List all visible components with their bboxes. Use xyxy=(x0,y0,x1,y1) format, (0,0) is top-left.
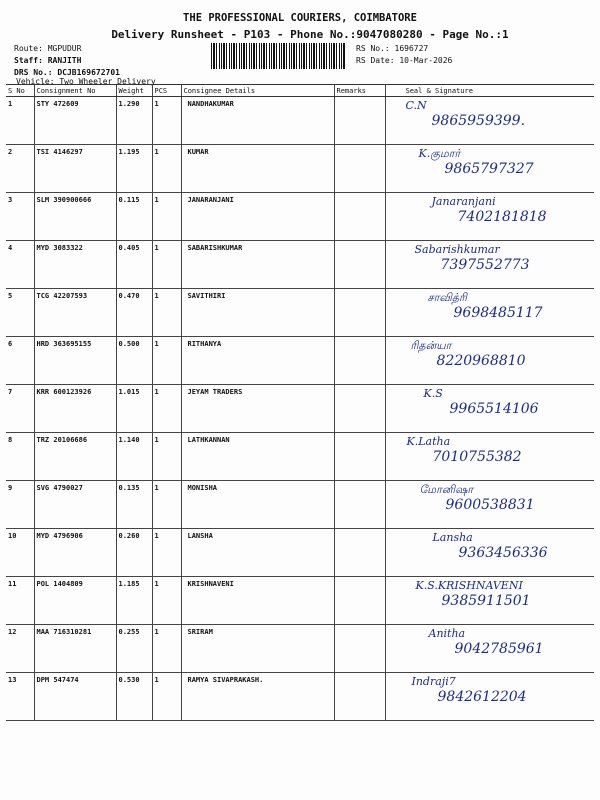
rs-number: RS No.: 1696727 xyxy=(356,44,429,53)
consignment-number: MYD 4796906 xyxy=(34,529,116,577)
weight: 1.195 xyxy=(116,145,152,193)
column-header: Consignee Details xyxy=(181,85,334,97)
consignee-name: SAVITHIRI xyxy=(181,289,334,337)
signature-name: மோனிஷா xyxy=(419,483,474,496)
weight: 0.500 xyxy=(116,337,152,385)
serial-number: 4 xyxy=(6,241,34,289)
remarks xyxy=(334,433,385,481)
remarks xyxy=(334,193,385,241)
seal-signature-cell xyxy=(385,481,594,529)
table-row xyxy=(6,385,594,433)
column-header: S No xyxy=(6,85,34,97)
consignee-name: NANDHAKUMAR xyxy=(181,97,334,145)
consignee-name: KRISHNAVENI xyxy=(181,577,334,625)
seal-signature-cell xyxy=(385,433,594,481)
pieces: 1 xyxy=(152,481,181,529)
serial-number: 8 xyxy=(6,433,34,481)
table-row xyxy=(6,337,594,385)
signature-name: Anitha xyxy=(428,627,466,640)
pieces: 1 xyxy=(152,193,181,241)
consignee-name: LANSHA xyxy=(181,529,334,577)
table-header xyxy=(6,85,594,97)
serial-number: 10 xyxy=(6,529,34,577)
remarks xyxy=(334,241,385,289)
weight: 0.260 xyxy=(116,529,152,577)
table-row xyxy=(6,193,594,241)
signature-name: C.N xyxy=(405,99,427,112)
weight: 0.470 xyxy=(116,289,152,337)
consignee-name: KUMAR xyxy=(181,145,334,193)
drs-number: DRS No.: DCJB169672701 xyxy=(14,68,120,77)
remarks xyxy=(334,625,385,673)
consignee-name: JEYAM TRADERS xyxy=(181,385,334,433)
serial-number: 9 xyxy=(6,481,34,529)
consignment-number: POL 1404809 xyxy=(34,577,116,625)
pieces: 1 xyxy=(152,673,181,721)
seal-signature-cell xyxy=(385,337,594,385)
signature-phone: 7397552773 xyxy=(440,257,530,273)
serial-number: 13 xyxy=(6,673,34,721)
pieces: 1 xyxy=(152,433,181,481)
consignment-number: MAA 716310281 xyxy=(34,625,116,673)
remarks xyxy=(334,145,385,193)
remarks xyxy=(334,97,385,145)
consignment-number: KRR 600123926 xyxy=(34,385,116,433)
pieces: 1 xyxy=(152,625,181,673)
table-row xyxy=(6,433,594,481)
consignee-name: JANARANJANI xyxy=(181,193,334,241)
pieces: 1 xyxy=(152,241,181,289)
rs-date: RS Date: 10-Mar-2026 xyxy=(356,56,453,65)
seal-signature-cell xyxy=(385,529,594,577)
signature-phone: 9842612204 xyxy=(437,689,527,705)
consignee-name: RAMYA SIVAPRAKASH. xyxy=(181,673,334,721)
weight: 0.530 xyxy=(116,673,152,721)
table-row xyxy=(6,241,594,289)
route: Route: MGPUDUR xyxy=(14,44,82,53)
remarks xyxy=(334,337,385,385)
signature-phone: 9965514106 xyxy=(449,401,539,417)
consignment-number: DPM 547474 xyxy=(34,673,116,721)
weight: 0.255 xyxy=(116,625,152,673)
table-row xyxy=(6,97,594,145)
signature-phone: 7010755382 xyxy=(432,449,522,465)
consignment-number: HRD 363695155 xyxy=(34,337,116,385)
consignment-number: TCG 42207593 xyxy=(34,289,116,337)
seal-signature-cell xyxy=(385,385,594,433)
runsheet-subtitle: Delivery Runsheet - P103 - Phone No.:9047080280 - Page No.:1 xyxy=(111,28,509,41)
runsheet-table xyxy=(6,84,594,721)
barcode xyxy=(211,43,346,69)
serial-number: 6 xyxy=(6,337,34,385)
signature-name: K.S xyxy=(423,387,443,400)
signature-name: K.Latha xyxy=(406,435,451,448)
pieces: 1 xyxy=(152,145,181,193)
table-row xyxy=(6,529,594,577)
remarks xyxy=(334,577,385,625)
column-header: Seal & Signature xyxy=(385,85,594,97)
consignee-name: LATHKANNAN xyxy=(181,433,334,481)
signature-phone: 9865797327 xyxy=(444,161,534,177)
signature-name: ரிதன்யா xyxy=(410,339,452,352)
signature-phone: 9698485117 xyxy=(453,305,543,321)
signature-name: Indraji7 xyxy=(411,675,456,688)
seal-signature-cell xyxy=(385,97,594,145)
column-header: Weight xyxy=(116,85,152,97)
staff: Staff: RANJITH xyxy=(14,56,82,65)
column-header: Consignment No xyxy=(34,85,116,97)
remarks xyxy=(334,289,385,337)
consignment-number: TRZ 20106686 xyxy=(34,433,116,481)
serial-number: 1 xyxy=(6,97,34,145)
remarks xyxy=(334,529,385,577)
weight: 1.015 xyxy=(116,385,152,433)
remarks xyxy=(334,385,385,433)
serial-number: 7 xyxy=(6,385,34,433)
weight: 1.185 xyxy=(116,577,152,625)
consignee-name: RITHANYA xyxy=(181,337,334,385)
pieces: 1 xyxy=(152,289,181,337)
consignment-number: STY 472609 xyxy=(34,97,116,145)
pieces: 1 xyxy=(152,97,181,145)
weight: 0.115 xyxy=(116,193,152,241)
serial-number: 3 xyxy=(6,193,34,241)
seal-signature-cell xyxy=(385,577,594,625)
consignee-name: SRIRAM xyxy=(181,625,334,673)
seal-signature-cell xyxy=(385,145,594,193)
remarks xyxy=(334,673,385,721)
company-title: THE PROFESSIONAL COURIERS, COIMBATORE xyxy=(183,12,417,24)
pieces: 1 xyxy=(152,337,181,385)
signature-name: K.S.KRISHNAVENI xyxy=(415,579,523,592)
signature-name: சாவித்ரி xyxy=(427,291,467,304)
weight: 1.290 xyxy=(116,97,152,145)
signature-name: Janaranjani xyxy=(431,195,496,208)
table-row xyxy=(6,289,594,337)
signature-name: Sabarishkumar xyxy=(414,243,500,256)
serial-number: 2 xyxy=(6,145,34,193)
table-row xyxy=(6,673,594,721)
seal-signature-cell xyxy=(385,625,594,673)
remarks xyxy=(334,481,385,529)
consignee-name: MONISHA xyxy=(181,481,334,529)
column-header: PCS xyxy=(152,85,181,97)
serial-number: 11 xyxy=(6,577,34,625)
consignment-number: TSI 4146297 xyxy=(34,145,116,193)
signature-name: Lansha xyxy=(432,531,473,544)
vehicle: Vehicle: Two Wheeler Delivery xyxy=(16,77,156,86)
signature-phone: 9385911501 xyxy=(441,593,531,609)
signature-phone: 8220968810 xyxy=(436,353,526,369)
signature-name: K.குமார் xyxy=(418,147,461,160)
pieces: 1 xyxy=(152,529,181,577)
weight: 0.405 xyxy=(116,241,152,289)
signature-phone: 7402181818 xyxy=(457,209,547,225)
seal-signature-cell xyxy=(385,673,594,721)
consignment-number: SLM 390900666 xyxy=(34,193,116,241)
table-row xyxy=(6,481,594,529)
seal-signature-cell xyxy=(385,241,594,289)
consignment-number: MYD 3083322 xyxy=(34,241,116,289)
pieces: 1 xyxy=(152,385,181,433)
seal-signature-cell xyxy=(385,289,594,337)
serial-number: 12 xyxy=(6,625,34,673)
table-row xyxy=(6,577,594,625)
consignee-name: SABARISHKUMAR xyxy=(181,241,334,289)
column-header: Remarks xyxy=(334,85,385,97)
seal-signature-cell xyxy=(385,193,594,241)
table-row xyxy=(6,145,594,193)
signature-phone: 9865959399. xyxy=(431,113,526,129)
weight: 0.135 xyxy=(116,481,152,529)
signature-phone: 9600538831 xyxy=(445,497,535,513)
weight: 1.140 xyxy=(116,433,152,481)
signature-phone: 9363456336 xyxy=(458,545,548,561)
consignment-number: SVG 4790027 xyxy=(34,481,116,529)
signature-phone: 9042785961 xyxy=(454,641,544,657)
pieces: 1 xyxy=(152,577,181,625)
table-row xyxy=(6,625,594,673)
serial-number: 5 xyxy=(6,289,34,337)
